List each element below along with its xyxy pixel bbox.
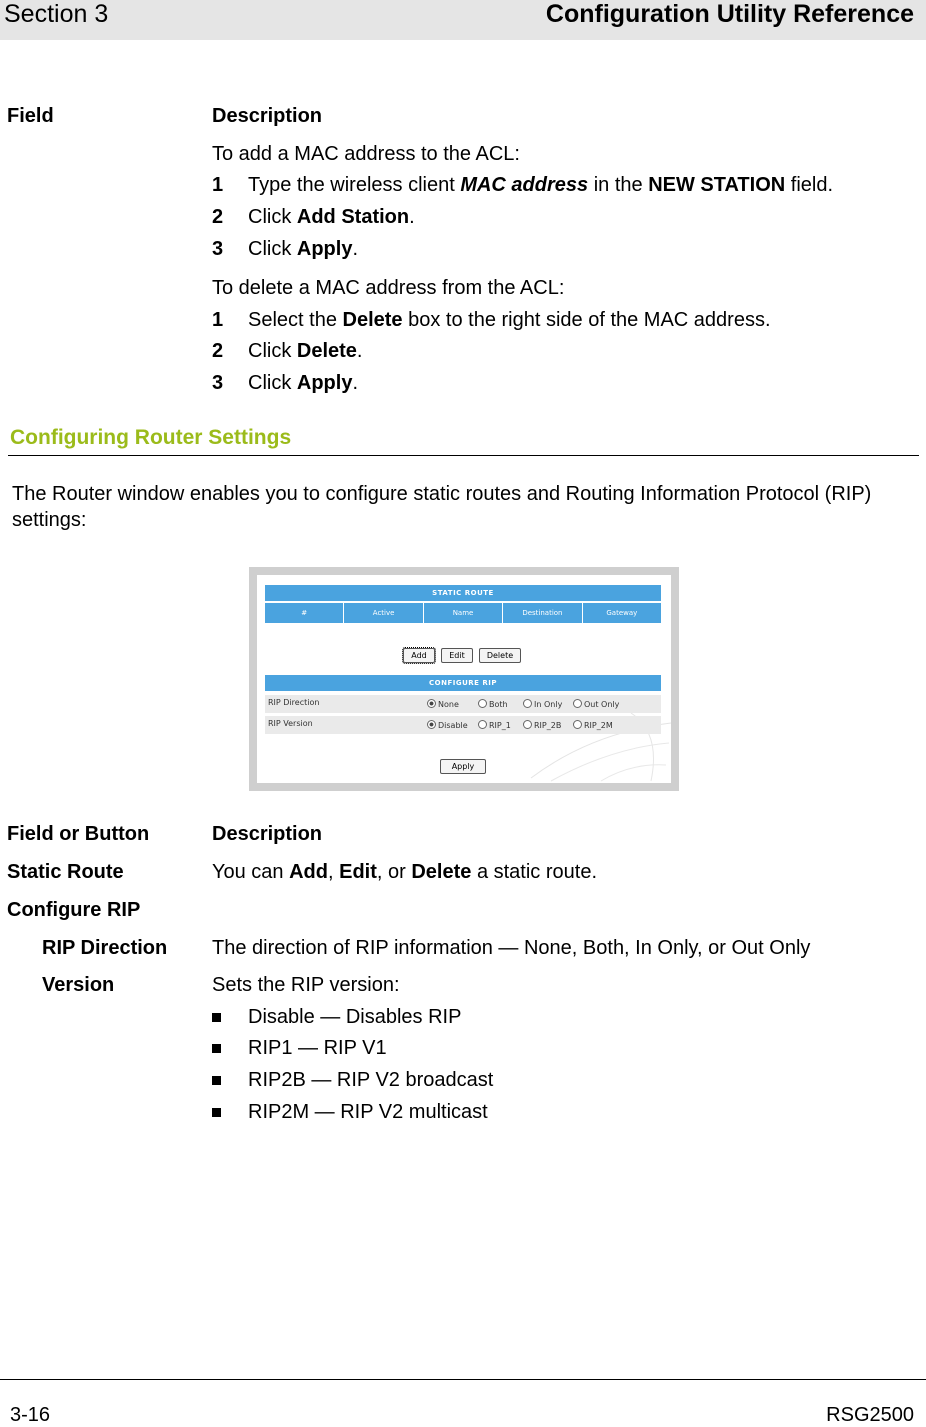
radio-icon xyxy=(573,699,582,708)
col-active: Active xyxy=(344,603,423,623)
router-window xyxy=(257,575,671,783)
bullet-icon xyxy=(212,1108,221,1117)
col-gateway: Gateway xyxy=(606,609,638,617)
model-name: RSG2500 xyxy=(826,1404,914,1426)
rip-version-disable[interactable]: Disable xyxy=(427,720,468,730)
section-heading: Configuring Router Settings xyxy=(10,426,292,449)
bullet-icon xyxy=(212,1013,221,1022)
rip-version-label: RIP Version xyxy=(268,719,313,728)
heading-rule xyxy=(8,455,919,456)
rip-version-row xyxy=(265,716,661,734)
col-number: # xyxy=(265,603,344,623)
configure-rip-title: CONFIGURE RIP xyxy=(265,675,661,691)
rip-direction-in-only[interactable]: In Only xyxy=(523,699,562,709)
add-intro: To add a MAC address to the ACL: xyxy=(212,143,520,165)
bullet-icon xyxy=(212,1076,221,1085)
table1-col-description: Description xyxy=(212,105,323,127)
bullet-icon xyxy=(212,1044,221,1053)
radio-icon xyxy=(478,699,487,708)
col-destination: Destination xyxy=(503,603,582,623)
col-name: Name xyxy=(424,603,503,623)
rip-direction-out-only[interactable]: Out Only xyxy=(573,699,619,709)
router-window-screenshot xyxy=(249,567,679,791)
radio-selected-icon xyxy=(427,699,436,708)
delete-button[interactable]: Delete xyxy=(479,648,521,663)
page-number: 3-16 xyxy=(10,1404,51,1426)
radio-icon xyxy=(573,720,582,729)
add-button[interactable]: Add xyxy=(403,648,435,663)
delete-intro: To delete a MAC address from the ACL: xyxy=(212,277,565,299)
rip-direction-label: RIP Direction xyxy=(268,698,320,707)
static-route-label: Static Route xyxy=(7,861,124,883)
radio-icon xyxy=(523,699,532,708)
rip-direction-none[interactable]: None xyxy=(427,699,459,709)
rip-direction-row xyxy=(265,695,661,713)
page-header xyxy=(0,0,926,40)
radio-icon xyxy=(478,720,487,729)
radio-icon xyxy=(523,720,532,729)
rip-direction-field: RIP Direction xyxy=(42,937,168,959)
version-desc: Sets the RIP version: xyxy=(212,974,400,996)
table2-col-description: Description xyxy=(212,823,323,845)
radio-selected-icon xyxy=(427,720,436,729)
static-route-desc: You can Add, Edit, or Delete a static route. xyxy=(212,861,598,883)
configure-rip-label: Configure RIP xyxy=(7,899,141,921)
footer-rule xyxy=(0,1379,926,1380)
table1-col-field: Field xyxy=(7,105,54,127)
rip-version-rip2b[interactable]: RIP_2B xyxy=(523,720,561,730)
section-label: Section 3 xyxy=(4,0,109,28)
header-title: Configuration Utility Reference xyxy=(545,0,914,28)
rip-direction-desc: The direction of RIP information — None, Both, In Only, or Out Only xyxy=(212,937,811,959)
rip-direction-both[interactable]: Both xyxy=(478,699,508,709)
version-field: Version xyxy=(42,974,115,996)
rip-version-rip2m[interactable]: RIP_2M xyxy=(573,720,613,730)
static-route-columns xyxy=(265,603,661,623)
static-route-title: STATIC ROUTE xyxy=(265,585,661,601)
table2-col-field: Field or Button xyxy=(7,823,150,845)
apply-button[interactable]: Apply xyxy=(440,759,486,774)
intro-paragraph: The Router window enables you to configure static routes and Routing Information Protocol (RIP) settings: xyxy=(12,483,872,531)
rip-version-rip1[interactable]: RIP_1 xyxy=(478,720,511,730)
edit-button[interactable]: Edit xyxy=(441,648,473,663)
